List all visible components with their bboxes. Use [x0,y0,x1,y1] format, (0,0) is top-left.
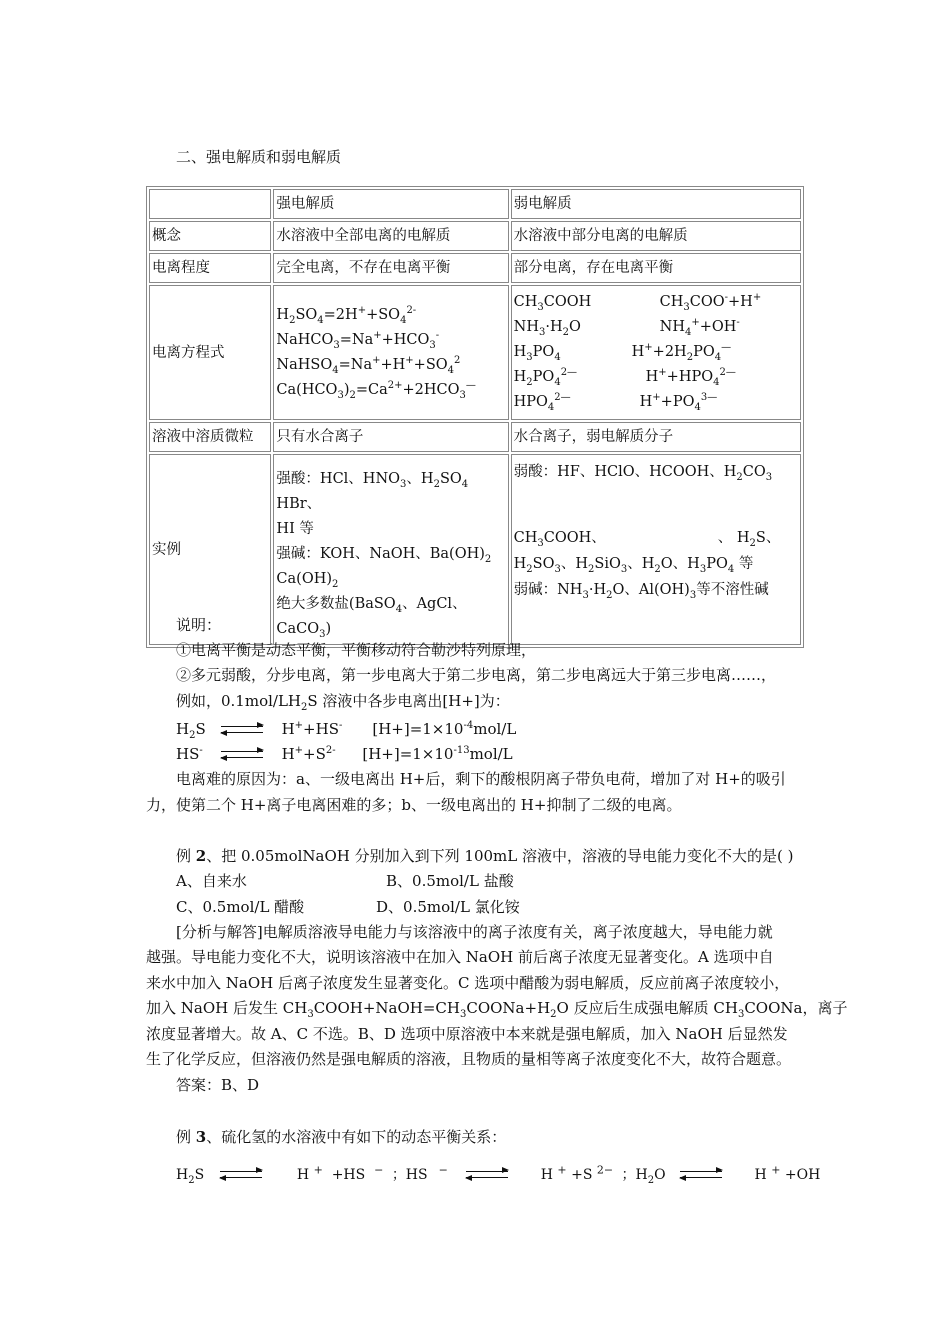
reason-line-2: 力，使第二个 H+离子电离困难的多；b、一级电离出的 H+抑制了二级的电离。 [146,796,682,814]
analysis-line-4: 加入 NaOH 后发生 $CH_3COOH+NaOH=CH_3COONa+H_2O$ 反应后生成强电解质 $CH_3COONa$，离子 [146,999,848,1020]
strong-base-text-2: $Ca(OH)_2$ [276,571,339,590]
strong-acid-text-2: HI 等 [276,521,314,537]
strong-equations-cell [273,285,508,420]
reason-line-1: 电离难的原因为：a、一级电离出 H+后，剩下的酸根阴离子带负电荷，增加了对 H+的吸引 [176,770,786,788]
analysis-line-5: 浓度显著增大。故 A、C 不选。B、D 选项中原溶液中本来就是强电解质，加入 NaOH 后显然发 [146,1025,788,1043]
option-c: C、0.5mol/L 醋酸 [176,898,305,916]
note-2: ②多元弱酸，分步电离，第一步电离大于第二步电离，第二步电离远大于第三步电离……， [176,666,777,684]
equation: $Ca(HCO_3)_2=Ca^{2+}+2HCO_3^—$ [276,379,476,401]
analysis-line-3: 来水中加入 NaOH 后离子浓度发生显著变化。C 选项中醋酸为弱电解质，反应前离子浓度较小， [146,974,790,992]
equation: $NaHCO_3=Na^++HCO_3^-$ [276,329,440,351]
example3-equations: $H_2S$ H + +HS − ；HS − H + +S $^{2-}$ ；$H_2O$ H + +OH [176,1163,821,1186]
example2-stem: 例 2、把 0.05molNaOH 分别加入到下列 100mL 溶液中，溶液的导电能力变化不大的是( ) [176,847,794,865]
ionization-eq-2: HS- $H^++S^{2-}$ $[H+]=1\times 10^{-13}mol/L$ [176,745,513,763]
ionization-eq-1: $H_2S$ H++HS- $[H+]=1\times 10^{-4}mol/L$ [176,720,517,741]
option-a: A、自来水 [176,872,247,890]
equation: $H_2PO_4^{2—}$ $H^++HPO_4^{2—}$ [513,367,736,388]
weak-equations-cell [511,285,801,420]
equation: $HPO_4^{2—}$ $H^++PO_4^{3—}$ [513,392,718,413]
equation: $NaHSO_4=Na^++H^++SO_4^2$ [276,354,461,376]
weak-examples-cell [511,454,801,645]
table-row [149,422,801,452]
analysis-line-2: 越强。导电能力变化不大，说明该溶液中在加入 NaOH 前后离子浓度无显著变化。A 选项中自 [146,948,774,966]
table-cell: 溶液中溶质微粒 [149,422,271,452]
weak-acid-text: 弱酸：HF、HClO、HCOOH、$H_2CO_3$ [513,464,773,483]
table-cell: 只有水合离子 [273,422,508,452]
table-cell [149,189,271,219]
table-cell: 部分电离，存在电离平衡 [511,253,801,283]
equilibrium-arrows-icon [221,748,263,762]
notes-title: 说明： [176,616,222,634]
equation: $NH_3\cdot H_2O$ $NH_4^++OH^-$ [513,317,740,338]
option-b: B、0.5mol/L 盐酸 [386,872,514,890]
strong-base-text: 强碱：KOH、NaOH、$Ba(OH)_2$ [276,546,492,565]
strong-examples-cell [273,454,508,645]
table-row-equations [149,285,801,420]
table-cell: 水溶液中全部电离的电解质 [273,221,508,251]
table-row [149,221,801,251]
equation: $CH_3COOH$ $CH_3COO^-+H^+$ [513,292,762,313]
table-cell: 弱电解质 [511,189,801,219]
section-title: 二、强电解质和弱电解质 [176,148,342,166]
analysis-line-1: [分析与解答]电解质溶液导电能力与该溶液中的离子浓度有关，离子浓度越大，导电能力就 [176,923,773,941]
analysis-line-6: 生了化学反应，但溶液仍然是强电解质的溶液，且物质的量相等离子浓度变化不大，故符合题意。 [146,1050,792,1068]
table-cell: 电离方程式 [149,285,271,420]
weak-acid-text-2: $CH_3COOH$、 、 $H_2S$、 [513,530,781,549]
table-row [149,253,801,283]
table-cell: 强电解质 [273,189,508,219]
table-cell: 概念 [149,221,271,251]
answer: 答案：B、D [176,1076,260,1094]
electrolyte-table [146,186,804,648]
option-d: D、0.5mol/L 氯化铵 [376,898,520,916]
table-cell: 水溶液中部分电离的电解质 [511,221,801,251]
table-cell: 水合离子，弱电解质分子 [511,422,801,452]
weak-base-text: 弱碱：$NH_3\cdot H_2O$、$Al(OH)_3$等不溶性碱 [513,582,769,601]
equation: $H_3PO_4$ $H^++2H_2PO_4^—$ [513,342,732,363]
table-cell: 实例 [149,454,271,645]
note-1: ①电离平衡是动态平衡，平衡移动符合勒沙特列原理， [176,641,537,659]
equation: $H_2SO_4=2H^++SO_4^{2-}$ [276,304,417,326]
equilibrium-arrows-icon [466,1168,508,1182]
strong-salt-text: 绝大多数盐(BaSO$_4$、AgCl、CaCO$_3$) [276,596,467,640]
weak-acid-text-3: $H_2SO_3$、$H_2SiO_3$、$H_2O$、$H_3PO_4$ 等 [513,556,754,575]
table-cell: 电离程度 [149,253,271,283]
equilibrium-arrows-icon [680,1168,722,1182]
example3-stem: 例 3、硫化氢的水溶液中有如下的动态平衡关系： [176,1128,507,1146]
note-3: 例如，$0.1mol/LH_2S$ 溶液中各步电离出[H+]为： [176,692,510,713]
strong-acid-text: 强酸：HCl、$HNO_3$、$H_2SO_4$ HBr、 [276,471,469,512]
table-header-row [149,189,801,219]
equilibrium-arrows-icon [221,723,263,737]
table-cell: 完全电离，不存在电离平衡 [273,253,508,283]
table-row-examples [149,454,801,645]
equilibrium-arrows-icon [220,1168,262,1182]
